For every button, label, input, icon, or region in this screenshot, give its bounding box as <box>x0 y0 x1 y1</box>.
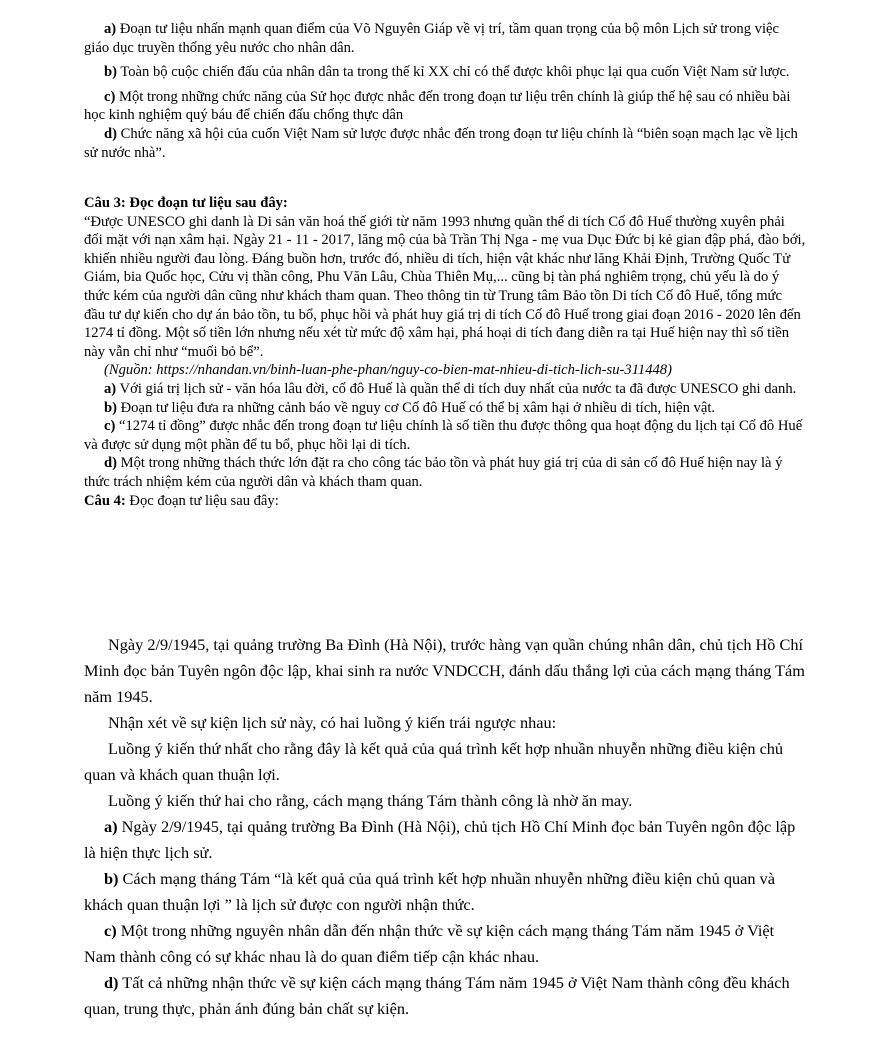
q2-option-d <box>84 125 806 162</box>
q4-option-c <box>84 918 806 970</box>
option-label: b) <box>104 64 117 81</box>
option-label: b) <box>104 399 117 416</box>
option-label: a) <box>104 817 118 836</box>
q3-option-a <box>84 380 806 399</box>
q4-option-d <box>84 970 806 1022</box>
q4-passage-p2: Nhận xét về sự kiện lịch sử này, có hai luồng ý kiến trái ngược nhau: <box>108 713 557 732</box>
q4-passage-p1: Ngày 2/9/1945, tại quảng trường Ba Đình (Hà Nội), trước hàng vạn quần chúng nhân dân, chủ tịch Hồ Chí Minh đọc bản Tuyên ngôn độc lập, khai sinh ra nước VNDCCH, đánh dấu thắng lợi của cách mạng tháng Tám năm 1945. <box>84 635 805 706</box>
option-text: Một trong những thách thức lớn đặt ra cho công tác bảo tồn và phát huy giá trị của di sản cố đô Huế hiện nay là ý thức trách nhiệm kém của người dân và khách tham quan. <box>84 455 783 490</box>
option-label: d) <box>104 973 119 992</box>
q3-source: (Nguồn: https://nhandan.vn/binh-luan-phe-phan/nguy-co-bien-mat-nhieu-di-tich-lich-su-311448) <box>104 362 672 379</box>
option-text: Một trong những chức năng của Sử học được nhắc đến trong đoạn tư liệu trên chính là giúp thế hệ sau có nhiều bài học kinh nghiệm quý báu để chiến đấu chống thực dân <box>84 88 791 124</box>
option-label: c) <box>104 418 116 435</box>
q2-option-c <box>84 88 806 125</box>
option-text: Cách mạng tháng Tám “là kết quả của quá trình kết hợp nhuần nhuyễn những điều kiện chủ quan và khách quan thuận lợi ” là lịch sử được con người nhận thức. <box>84 869 775 914</box>
q3-passage: “Được UNESCO ghi danh là Di sản văn hoá thế giới từ năm 1993 nhưng quần thể di tích Cố đô Huế thường xuyên phải đối mặt với nạn xâm hại. Ngày 21 - 11 - 2017, lăng mộ của bà Trần Thị Nga - mẹ vua Dục Đức bị kẻ gian đập phá, đào bới, khiến nhiều người đau lòng. Đáng buồn hơn, trước đó, nhiều di tích, hiện vật khác như lăng Khải Định, Trường Quốc Tử Giám, bia Quốc học, Cửu vị thần công, Phu Văn Lâu, Chùa Thiên Mụ,... cũng bị tàn phá nghiêm trọng, chủ yếu là do ý thức kém của người dân cũng như khách tham quan. Theo thông tin từ Trung tâm Bảo tồn Di tích Cố đô Huế, tổng mức đầu tư dự kiến cho dự án bảo tồn, tu bổ, phục hồi và phát huy giá trị di tích Cố đô Huế trong giai đoạn 2016 - 2020 lên đến 1274 tỉ đồng. Một số tiền lớn nhưng nếu xét từ mức độ xâm hại, phá hoại di tích đang diễn ra tại Huế hiện nay thì số tiền này vẫn chỉ như “muối bỏ bể”. <box>84 213 806 360</box>
option-text: Đoạn tư liệu nhấn mạnh quan điểm của Võ Nguyên Giáp về vị trí, tầm quan trọng của bộ môn Lịch sử trong việc giáo dục truyền thống yêu nước cho nhân dân. <box>84 21 779 56</box>
option-label: c) <box>104 921 117 940</box>
question-3 <box>84 194 806 510</box>
q4-heading <box>84 492 806 511</box>
q3-option-c <box>84 417 806 454</box>
option-text: “1274 tỉ đồng” được nhắc đến trong đoạn tư liệu chính là số tiền thu được thông qua hoạt động du lịch tại Cố đô Huế và được sử dụng một phần để tu bổ, phục hồi lại di tích. <box>84 418 803 453</box>
option-text: Tất cả những nhận thức về sự kiện cách mạng tháng Tám năm 1945 ở Việt Nam thành công đều khách quan, trung thực, phản ánh đúng bản chất sự kiện. <box>84 973 790 1018</box>
option-text: Toàn bộ cuộc chiến đấu của nhân dân ta trong thế kỉ XX chỉ có thể được khôi phục lại qua cuốn Việt Nam sử lược. <box>116 64 790 81</box>
q2-option-a <box>84 20 806 57</box>
q2-option-b <box>84 63 806 82</box>
question-4 <box>84 632 806 1022</box>
q4-heading-label: Câu 4: <box>84 492 126 509</box>
q3-option-b <box>84 399 806 418</box>
q4-passage-p3: Luồng ý kiến thứ nhất cho rằng đây là kết quả của quá trình kết hợp nhuần nhuyễn những điều kiện chủ quan và khách quan thuận lợi. <box>84 739 784 784</box>
option-text: Với giá trị lịch sử - văn hóa lâu đời, cố đô Huế là quần thể di tích duy nhất của nước ta đã được UNESCO ghi danh. <box>116 380 797 397</box>
q4-passage-p4: Luồng ý kiến thứ hai cho rằng, cách mạng tháng Tám thành công là nhờ ăn may. <box>108 791 633 810</box>
option-text: Chức năng xã hội của cuốn Việt Nam sử lược được nhắc đến trong đoạn tư liệu chính là “biên soạn mạch lạc về lịch sử nước nhà”. <box>84 125 798 161</box>
q4-heading-text: Đọc đoạn tư liệu sau đây: <box>125 492 279 509</box>
q4-option-a <box>84 814 806 866</box>
option-label: a) <box>104 21 117 37</box>
option-text: Đoạn tư liệu đưa ra những cảnh báo về nguy cơ Cố đô Huế có thể bị xâm hại ở nhiều di tích, hiện vật. <box>116 399 716 416</box>
option-label: a) <box>104 380 117 397</box>
option-label: b) <box>104 869 119 888</box>
q3-heading: Câu 3: Đọc đoạn tư liệu sau đây: <box>84 195 288 211</box>
q3-option-d <box>84 454 806 491</box>
option-label: c) <box>104 88 116 105</box>
q4-option-b <box>84 866 806 918</box>
option-text: Một trong những nguyên nhân dẫn đến nhận thức về sự kiện cách mạng tháng Tám năm 1945 ở Việt Nam thành công có sự khác nhau là do quan điểm tiếp cận khác nhau. <box>84 921 775 966</box>
option-label: d) <box>104 455 117 472</box>
option-label: d) <box>104 125 117 142</box>
q2-options <box>84 20 806 162</box>
option-text: Ngày 2/9/1945, tại quảng trường Ba Đình (Hà Nội), chủ tịch Hồ Chí Minh đọc bản Tuyên ngôn độc lập là hiện thực lịch sử. <box>84 817 796 862</box>
